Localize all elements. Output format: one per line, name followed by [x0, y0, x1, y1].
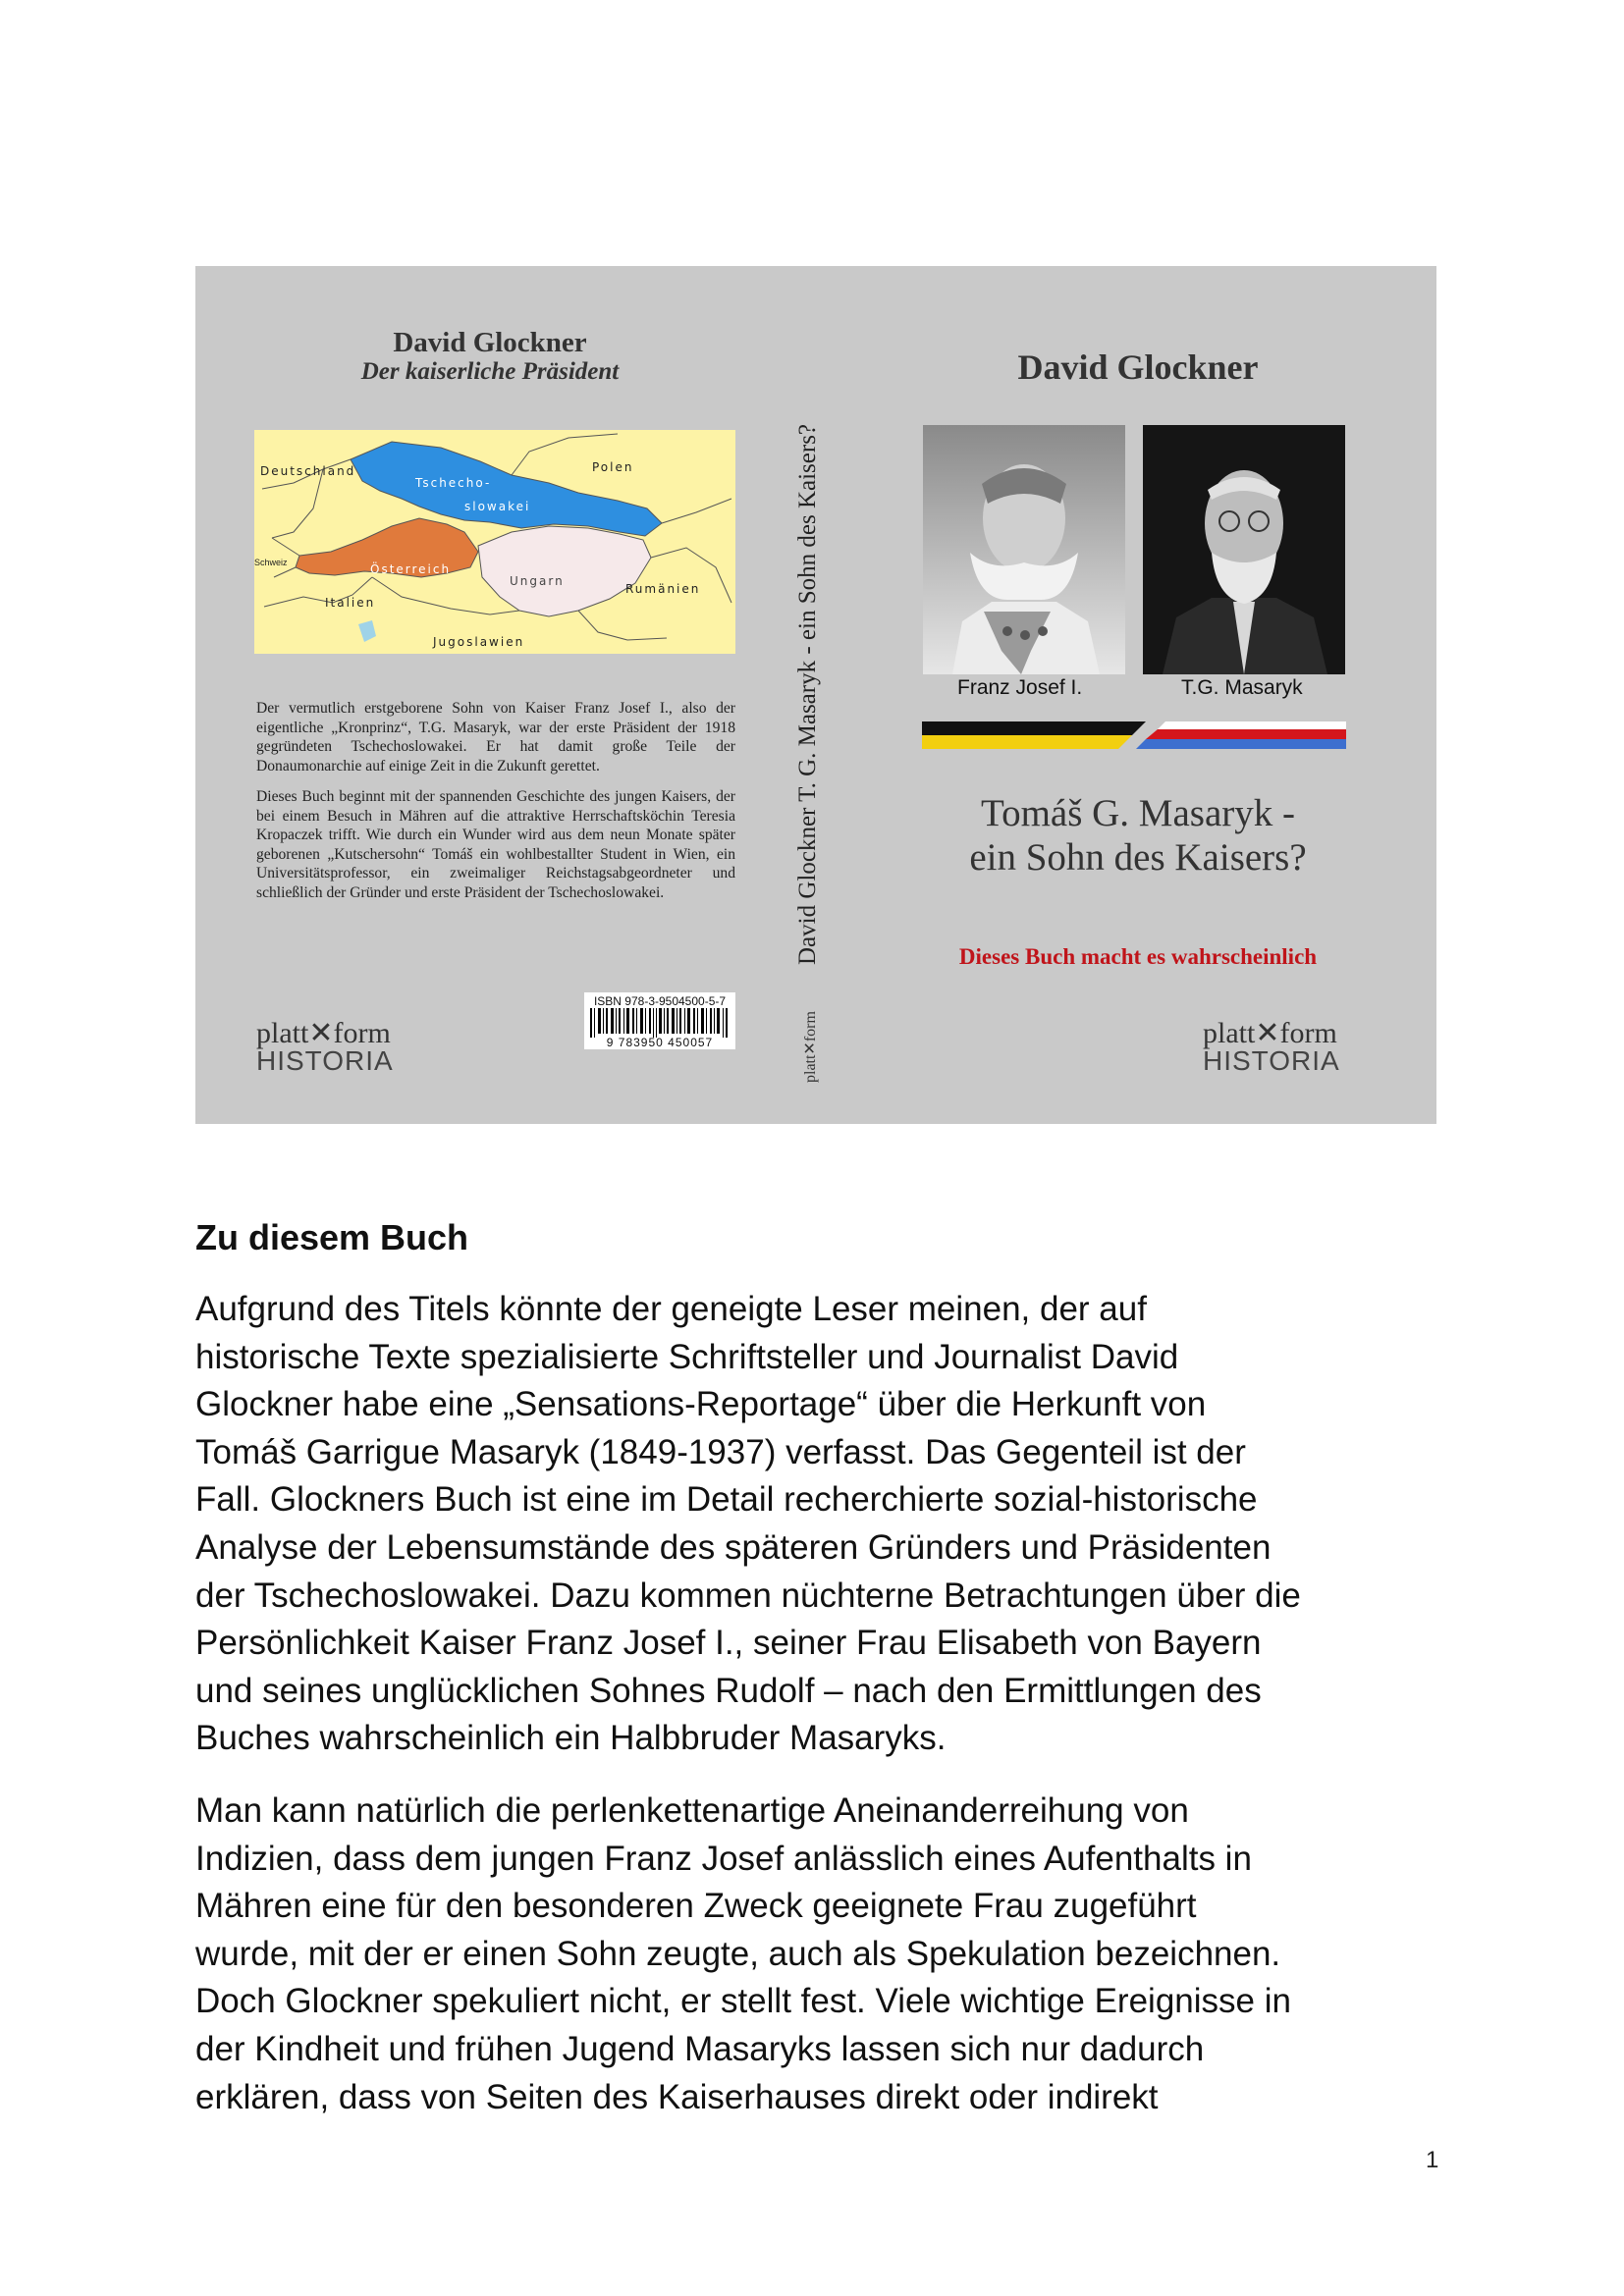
paragraph-line: Doch Glockner spekuliert nicht, er stellt fest. Viele wichtige Ereignisse in — [195, 1982, 1291, 2021]
book-cover-image — [195, 266, 1436, 1124]
paragraph-line: Persönlichkeit Kaiser Franz Josef I., seiner Frau Elisabeth von Bayern — [195, 1624, 1262, 1663]
paragraph-line: wurde, mit der er einen Sohn zeugte, auch als Spekulation bezeichnen. — [195, 1934, 1281, 1973]
publisher-logo-line1: platt✕form — [256, 1017, 391, 1049]
map-label-jugoslawien: Jugoslawien — [433, 635, 525, 649]
isbn-digits: 9 783950 450057 — [606, 1036, 714, 1049]
paragraph-line: Mähren eine für den besonderen Zweck geeignete Frau zugeführt — [195, 1887, 1197, 1926]
publisher-logo-line2: HISTORIA — [256, 1045, 394, 1076]
paragraph-1 — [195, 1286, 1472, 1763]
paragraph-line: der Tschechoslowakei. Dazu kommen nüchterne Betrachtungen über die — [195, 1575, 1301, 1615]
back-cover-author: David Glockner — [393, 327, 587, 358]
front-title-line-1: Tomáš G. Masaryk - — [980, 792, 1296, 834]
central-europe-map — [254, 430, 735, 654]
paragraph-line: Glockner habe eine „Sensations-Reportage“ über die Herkunft von — [195, 1385, 1207, 1424]
book-spine — [778, 266, 846, 1124]
isbn-number: ISBN 978-3-9504500-5-7 — [593, 994, 727, 1008]
paragraph-line: erklären, dass von Seiten des Kaiserhauses direkt oder indirekt — [195, 2077, 1159, 2116]
front-cover-tagline: Dieses Buch macht es wahrscheinlich — [958, 944, 1318, 969]
paragraph-line: Man kann natürlich die perlenkettenartige Aneinanderreihung von — [195, 1791, 1189, 1830]
caption-masaryk: T.G. Masaryk — [1181, 676, 1303, 699]
map-label-slowakei: slowakei — [464, 500, 531, 513]
paragraph-line: Buches wahrscheinlich ein Halbbruder Masaryks. — [195, 1719, 947, 1758]
spine-title: David Glockner T. G. Masaryk - ein Sohn des Kaisers? — [794, 423, 821, 965]
paragraph-line: Indizien, dass dem jungen Franz Josef anlässlich eines Aufenthalts in — [195, 1839, 1252, 1878]
front-title-line-2: ein Sohn des Kaisers? — [969, 836, 1307, 879]
map-label-polen: Polen — [592, 460, 634, 474]
map-label-rumaenien: Rumänien — [625, 582, 701, 596]
back-cover-title: Der kaiserliche Präsident — [360, 358, 620, 385]
map-label-schweiz: Schweiz — [254, 558, 288, 567]
portrait-masaryk — [1143, 425, 1345, 674]
paragraph-line: und seines unglücklichen Sohnes Rudolf – nach den Ermittlungen des — [195, 1671, 1262, 1710]
blurb-paragraph-2: Dieses Buch beginnt mit der spannenden Geschichte des jungen Kaisers, der bei einem Besuch in Mähren auf die attraktive Herrschaftsköchin Teresia Kropaczek trifft. Wie durch ein Wunder wird aus dem neun Monate später geborenen „Kutschersohn“ Tomáš ein wohlbestallter Student in Wien, ein Universitätsprofessor, ein zweimaliger Reichstagsabgeordneter und schließlich der Gründer und erste Präsident der Tschechoslowakei. — [256, 788, 735, 901]
paragraph-line: historische Texte spezialisierte Schriftsteller und Journalist David — [195, 1337, 1179, 1376]
isbn-barcode — [584, 992, 735, 1049]
spine-publisher: platt✕form — [802, 1011, 819, 1083]
map-label-oesterreich: Österreich — [370, 562, 452, 576]
flags-stripes — [922, 718, 1346, 753]
paragraph-line: Aufgrund des Titels könnte der geneigte Leser meinen, der auf — [195, 1290, 1147, 1328]
paragraph-line: Tomáš Garrigue Masaryk (1849-1937) verfasst. Das Gegenteil ist der — [195, 1432, 1246, 1471]
publisher-logo-back — [256, 1017, 394, 1076]
publisher-logo-line1: platt✕form — [1203, 1017, 1337, 1049]
paragraph-line: Analyse der Lebensumstände des späteren Gründers und Präsidenten — [195, 1527, 1272, 1567]
paragraph-line: Fall. Glockners Buch ist eine im Detail recherchierte sozial-historische — [195, 1480, 1258, 1520]
publisher-logo-line2: HISTORIA — [1203, 1045, 1340, 1076]
paragraph-2 — [195, 1788, 1472, 2121]
back-cover-blurb — [256, 699, 735, 914]
front-cover-author: David Glockner — [1017, 347, 1259, 387]
map-label-ungarn: Ungarn — [510, 574, 565, 588]
publisher-logo-front — [1203, 1017, 1340, 1076]
map-label-tschecho: Tschecho- — [415, 476, 492, 490]
portrait-franz-josef — [923, 425, 1125, 674]
barcode-icon — [588, 1008, 731, 1038]
blurb-paragraph-1: Der vermutlich erstgeborene Sohn von Kaiser Franz Josef I., also der eigentliche „Kronprinz“, T.G. Masaryk, war der erste Präsident der 1918 gegründeten Tschechoslowakei. Er hat damit große Teile der Donaumonarchie auf einige Zeit in die Zukunft gerettet. — [256, 700, 735, 774]
map-label-italien: Italien — [325, 596, 376, 610]
paragraph-line: der Kindheit und frühen Jugend Masaryks lassen sich nur dadurch — [195, 2029, 1205, 2068]
page-number: 1 — [1426, 2147, 1439, 2173]
caption-franz-josef: Franz Josef I. — [957, 676, 1083, 699]
section-heading: Zu diesem Buch — [195, 1217, 469, 1257]
map-label-deutschland: Deutschland — [260, 464, 356, 478]
front-cover-title — [873, 791, 1403, 880]
